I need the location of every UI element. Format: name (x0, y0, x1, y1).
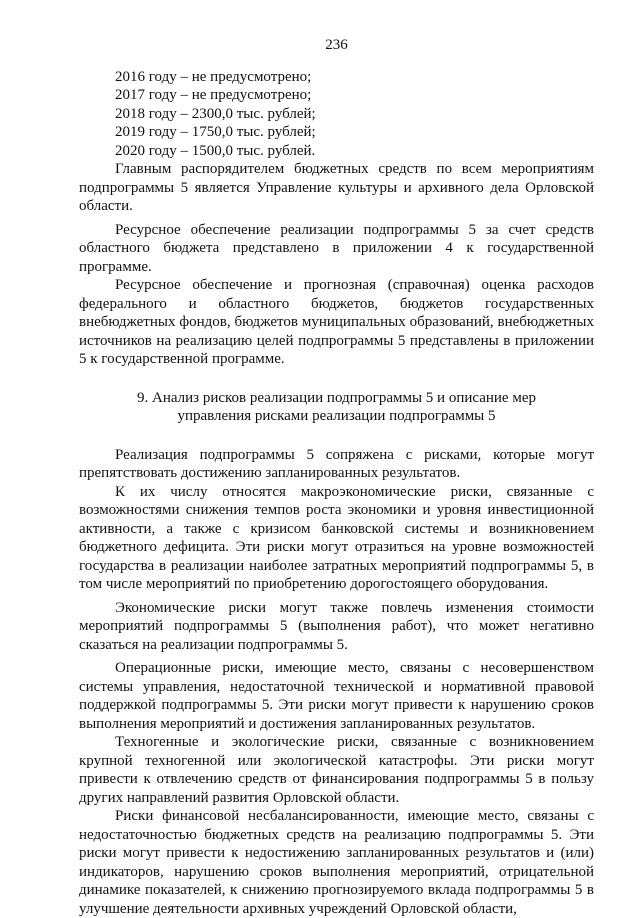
funding-year-2019: 2019 году – 1750,0 тыс. рублей; (115, 124, 316, 140)
paragraph-resource-estimate: Ресурсное обеспечение и прогнозная (справочная) оценка расходов федерального и областного бюджетов, бюджетов государственных внебюджетных фондов, бюджетов муниципальных образований, внебюджетных источников на реализацию целей подпрограммы 5 представлены в приложении 5 к государственной программе. (79, 277, 594, 367)
section-heading (79, 389, 594, 426)
funding-year-2016: 2016 году – не предусмотрено; (115, 68, 312, 85)
document-page (79, 36, 594, 918)
paragraph-risks-intro: Реализация подпрограммы 5 сопряжена с рисками, которые могут препятствовать достижению запланированных результатов. (79, 446, 594, 481)
funding-year-2020: 2020 году – 1500,0 тыс. рублей. (115, 142, 316, 159)
funding-years-list (79, 68, 594, 161)
funding-year-2018: 2018 году – 2300,0 тыс. рублей; (115, 105, 316, 122)
paragraph-macroeconomic-risks: К их числу относятся макроэкономические риски, связанные с возможностями снижения темпов роста экономики и уровня инвестиционной активности, а также с кризисом банковской системы и возникновением бюджетного дефицита. Эти риски могут отразиться на уровне возможностей государства в реализации наиболее затратных мероприятий подпрограммы 5, в том числе мероприятий по приобретению дорогостоящего оборудования. (79, 483, 594, 592)
paragraph-operational-risks: Операционные риски, имеющие место, связаны с несовершенством системы управления, недостаточной технической и нормативной правовой поддержкой подпрограммы 5. Эти риски могут привести к нарушению сроков выполнения мероприятий и достижения запланированных результатов. (79, 660, 594, 732)
paragraph-regional-budget: Ресурсное обеспечение реализации подпрограммы 5 за счет средств областного бюджета представлено в приложении 4 к государственной программе. (79, 221, 594, 275)
paragraph-economic-risks: Экономические риски могут также повлечь изменения стоимости мероприятий подпрограммы 5 (выполнения работ), что может негативно сказаться на реализации подпрограммы 5. (79, 599, 594, 653)
section-heading-line-2: управления рисками реализации подпрограммы 5 (177, 408, 496, 424)
paragraph-financial-risks: Риски финансовой несбалансированности, имеющие место, связаны с недостаточностью бюджетных средств на реализацию подпрограммы 5. Эти риски могут привести к недостижению запланированных результатов и (или) индикаторов, нарушению сроков выполнения мероприятий, отрицательной динамике показателей, к снижению прогнозируемого вклада подпрограммы 5 в улучшение деятельности архивных учреждений Орловской области, (79, 808, 594, 917)
paragraph-technogenic-risks: Техногенные и экологические риски, связанные с возникновением крупной техногенной или экологической катастрофы. Эти риски могут привести к отвлечению средств от финансирования подпрограммы 5 в пользу других направлений развития Орловской области. (79, 734, 594, 806)
funding-year-2017: 2017 году – не предусмотрено; (115, 87, 312, 103)
paragraph-chief-administrator: Главным распорядителем бюджетных средств по всем мероприятиям подпрограммы 5 является Управление культуры и архивного дела Орловской области. (79, 161, 594, 214)
page-number: 236 (325, 37, 348, 53)
section-heading-line-1: 9. Анализ рисков реализации подпрограммы 5 и описание мер (136, 389, 536, 406)
